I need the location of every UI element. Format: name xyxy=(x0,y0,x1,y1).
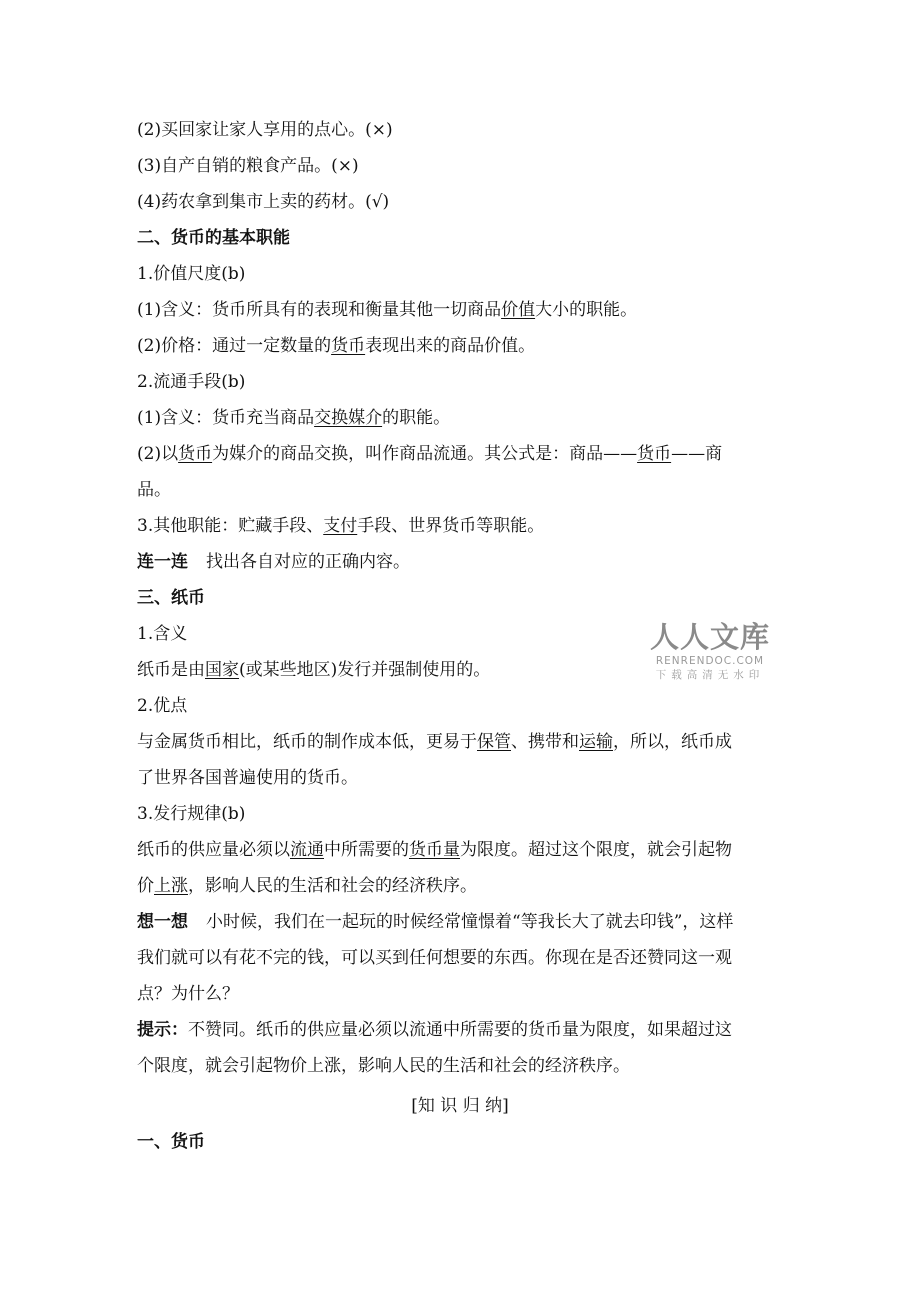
section-heading-money: 一、货币 xyxy=(137,1132,205,1152)
hint-2: 个限度，就会引起物价上涨，影响人民的生活和社会的经济秩序。 xyxy=(137,1056,630,1076)
text: 大小的职能。 xyxy=(535,300,638,320)
text: 找出各自对应的正确内容。 xyxy=(206,552,410,572)
watermark-subtitle: 下载高清无水印 xyxy=(655,669,765,681)
subheading-meaning: 1.含义 xyxy=(137,624,188,644)
hint-1 xyxy=(137,1018,787,1042)
underlined-term: 货币 xyxy=(637,444,672,464)
text: 纸币是由 xyxy=(137,660,205,680)
text: ——商 xyxy=(671,444,723,464)
text: (1)含义：货币充当商品 xyxy=(137,408,315,428)
paragraph-advantages-cont: 了世界各国普遍使用的货币。 xyxy=(137,768,358,788)
text: 纸币的供应量必须以 xyxy=(137,840,290,860)
underlined-term: 国家 xyxy=(205,660,239,680)
watermark-logo xyxy=(646,620,774,682)
text: ，影响人民的生活和社会的经济秩序。 xyxy=(188,876,477,896)
text: 为限度。超过这个限度，就会引起物 xyxy=(460,840,732,860)
underlined-term: 保管 xyxy=(477,732,511,752)
text: 与金属货币相比，纸币的制作成本低，更易于 xyxy=(137,732,477,752)
text: 表现出来的商品价值。 xyxy=(365,336,536,356)
text: 为媒介的商品交换，叫作商品流通。其公式是：商品—— xyxy=(212,444,638,464)
section-heading-paper-money: 三、纸币 xyxy=(137,588,205,608)
subheading-value-measure: 1.价值尺度(b) xyxy=(137,264,246,284)
text: 3.其他职能：贮藏手段、 xyxy=(137,516,324,536)
subheading-advantages: 2.优点 xyxy=(137,696,188,716)
paragraph-circulation-formula-cont: 品。 xyxy=(137,480,171,500)
watermark-title: 人人文库 xyxy=(649,620,770,654)
hint-label: 提示： xyxy=(137,1020,188,1040)
answer-item-3: (3)自产自销的粮食产品。(×) xyxy=(137,156,359,176)
answer-item-4: (4)药农拿到集市上卖的药材。(√) xyxy=(137,192,390,212)
think-question-3: 点？为什么？ xyxy=(137,984,239,1004)
answer-item-2: (2)买回家让家人享用的点心。(×) xyxy=(137,120,393,140)
paragraph-value-meaning xyxy=(137,298,787,322)
think-question-1 xyxy=(137,910,787,934)
underlined-term: 流通 xyxy=(290,840,324,860)
text: ，所以，纸币成 xyxy=(613,732,732,752)
underlined-term: 运输 xyxy=(579,732,613,752)
text: 、携带和 xyxy=(511,732,579,752)
text: (1)含义：货币所具有的表现和衡量其他一切商品 xyxy=(137,300,502,320)
knowledge-summary-title: [知 识 归 纳] xyxy=(411,1096,509,1116)
paragraph-issue-law xyxy=(137,838,787,862)
underlined-term: 价值 xyxy=(501,300,536,320)
text: 价 xyxy=(137,876,154,896)
underlined-term: 支付 xyxy=(323,516,358,536)
text: 小时候，我们在一起玩的时候经常憧憬着“等我长大了就去印钱”，这样 xyxy=(206,912,734,932)
subheading-issue-law: 3.发行规律(b) xyxy=(137,804,246,824)
text: 中所需要的 xyxy=(324,840,409,860)
text: (2)价格：通过一定数量的 xyxy=(137,336,332,356)
paragraph-price xyxy=(137,334,787,358)
think-question-2: 我们就可以有花不完的钱，可以买到任何想要的东西。你现在是否还赞同这一观 xyxy=(137,948,732,968)
underlined-term: 货币量 xyxy=(409,840,460,860)
paragraph-issue-law-cont xyxy=(137,874,787,898)
text: 手段、世界货币等职能。 xyxy=(357,516,545,536)
exercise-label: 连一连 xyxy=(137,552,188,572)
underlined-term: 货币 xyxy=(331,336,366,356)
exercise-match xyxy=(137,550,787,574)
underlined-term: 货币 xyxy=(178,444,213,464)
text: (2)以 xyxy=(137,444,179,464)
underlined-term: 上涨 xyxy=(154,876,188,896)
text: 的职能。 xyxy=(382,408,451,428)
think-label: 想一想 xyxy=(137,912,188,932)
paragraph-other-functions xyxy=(137,514,787,538)
text: 不赞同。纸币的供应量必须以流通中所需要的货币量为限度，如果超过这 xyxy=(188,1020,732,1040)
underlined-term: 交换媒介 xyxy=(314,408,383,428)
text: (或某些地区)发行并强制使用的。 xyxy=(239,660,491,680)
watermark-url: RENRENDOC.COM xyxy=(655,655,765,667)
section-heading-money-functions: 二、货币的基本职能 xyxy=(137,228,290,248)
paragraph-circulation-formula xyxy=(137,442,787,466)
paragraph-advantages xyxy=(137,730,787,754)
subheading-circulation: 2.流通手段(b) xyxy=(137,372,246,392)
paragraph-circulation-meaning xyxy=(137,406,787,430)
